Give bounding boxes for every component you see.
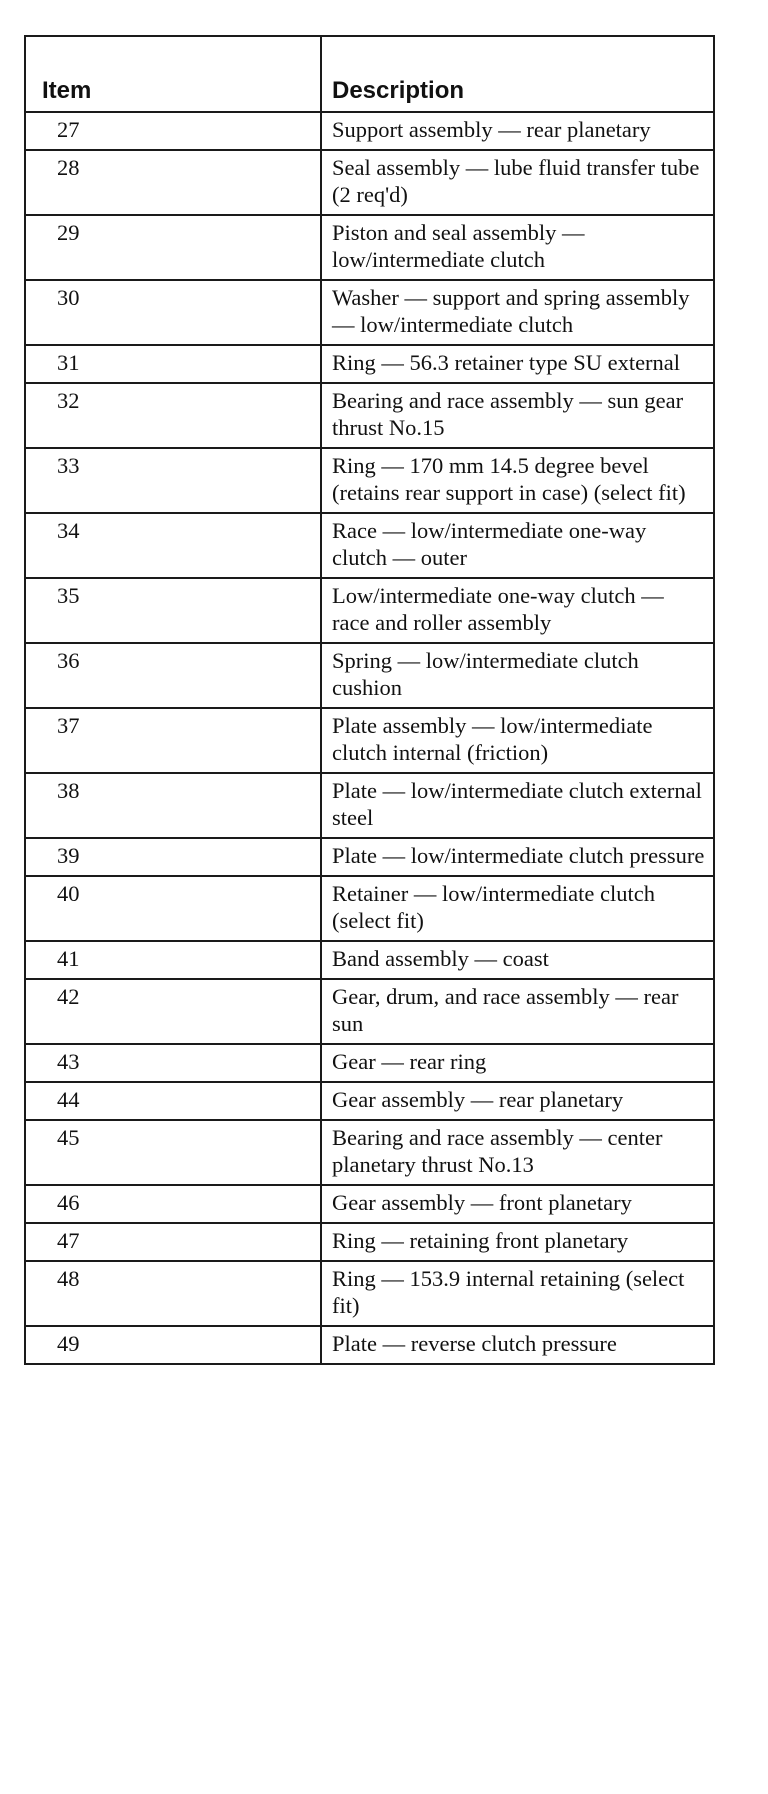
table-row (25, 1261, 714, 1326)
table-row (25, 1044, 714, 1082)
item-description: Race — low/intermediate one-way clutch — outer (321, 513, 714, 578)
table-row (25, 979, 714, 1044)
table-row (25, 941, 714, 979)
item-description: Bearing and race assembly — sun gear thrust No.15 (321, 383, 714, 448)
item-description: Band assembly — coast (321, 941, 714, 979)
table-row (25, 215, 714, 280)
item-number: 29 (25, 215, 321, 280)
item-description: Plate assembly — low/intermediate clutch internal (friction) (321, 708, 714, 773)
item-description: Support assembly — rear planetary (321, 112, 714, 150)
table-row (25, 150, 714, 215)
item-number: 49 (25, 1326, 321, 1364)
item-description: Gear, drum, and race assembly — rear sun (321, 979, 714, 1044)
item-description: Spring — low/intermediate clutch cushion (321, 643, 714, 708)
item-description: Gear — rear ring (321, 1044, 714, 1082)
table-row (25, 448, 714, 513)
table-body (25, 112, 714, 1364)
item-number: 46 (25, 1185, 321, 1223)
item-column-header: Item (25, 36, 321, 112)
item-description: Ring — 56.3 retainer type SU external (321, 345, 714, 383)
item-number: 33 (25, 448, 321, 513)
item-number: 41 (25, 941, 321, 979)
item-number: 34 (25, 513, 321, 578)
item-description: Plate — low/intermediate clutch external steel (321, 773, 714, 838)
table-row (25, 1185, 714, 1223)
item-number: 40 (25, 876, 321, 941)
header-row (25, 36, 714, 112)
item-number: 47 (25, 1223, 321, 1261)
item-number: 44 (25, 1082, 321, 1120)
table-row (25, 578, 714, 643)
table-row (25, 1223, 714, 1261)
item-number: 32 (25, 383, 321, 448)
item-description: Ring — 153.9 internal retaining (select fit) (321, 1261, 714, 1326)
item-description: Piston and seal assembly — low/intermediate clutch (321, 215, 714, 280)
item-description: Washer — support and spring assembly — low/intermediate clutch (321, 280, 714, 345)
table-row (25, 383, 714, 448)
table-row (25, 1120, 714, 1185)
item-number: 39 (25, 838, 321, 876)
item-number: 27 (25, 112, 321, 150)
table-row (25, 708, 714, 773)
item-number: 36 (25, 643, 321, 708)
item-description: Gear assembly — front planetary (321, 1185, 714, 1223)
item-number: 45 (25, 1120, 321, 1185)
table-row (25, 1326, 714, 1364)
table-row (25, 643, 714, 708)
table-row (25, 345, 714, 383)
item-number: 37 (25, 708, 321, 773)
description-column-header: Description (321, 36, 714, 112)
table-row (25, 876, 714, 941)
item-description: Low/intermediate one-way clutch — race and roller assembly (321, 578, 714, 643)
table-row (25, 112, 714, 150)
table-row (25, 773, 714, 838)
item-description: Bearing and race assembly — center planetary thrust No.13 (321, 1120, 714, 1185)
item-description: Gear assembly — rear planetary (321, 1082, 714, 1120)
item-number: 42 (25, 979, 321, 1044)
item-number: 38 (25, 773, 321, 838)
item-description: Ring — retaining front planetary (321, 1223, 714, 1261)
table-row (25, 1082, 714, 1120)
table-row (25, 838, 714, 876)
table-row (25, 513, 714, 578)
item-description: Seal assembly — lube fluid transfer tube (2 req'd) (321, 150, 714, 215)
table-row (25, 280, 714, 345)
item-number: 35 (25, 578, 321, 643)
item-number: 43 (25, 1044, 321, 1082)
item-description: Ring — 170 mm 14.5 degree bevel (retains rear support in case) (select fit) (321, 448, 714, 513)
parts-table (24, 35, 715, 1365)
item-description: Plate — reverse clutch pressure (321, 1326, 714, 1364)
item-number: 28 (25, 150, 321, 215)
item-number: 48 (25, 1261, 321, 1326)
item-description: Retainer — low/intermediate clutch (select fit) (321, 876, 714, 941)
item-number: 30 (25, 280, 321, 345)
item-description: Plate — low/intermediate clutch pressure (321, 838, 714, 876)
item-number: 31 (25, 345, 321, 383)
